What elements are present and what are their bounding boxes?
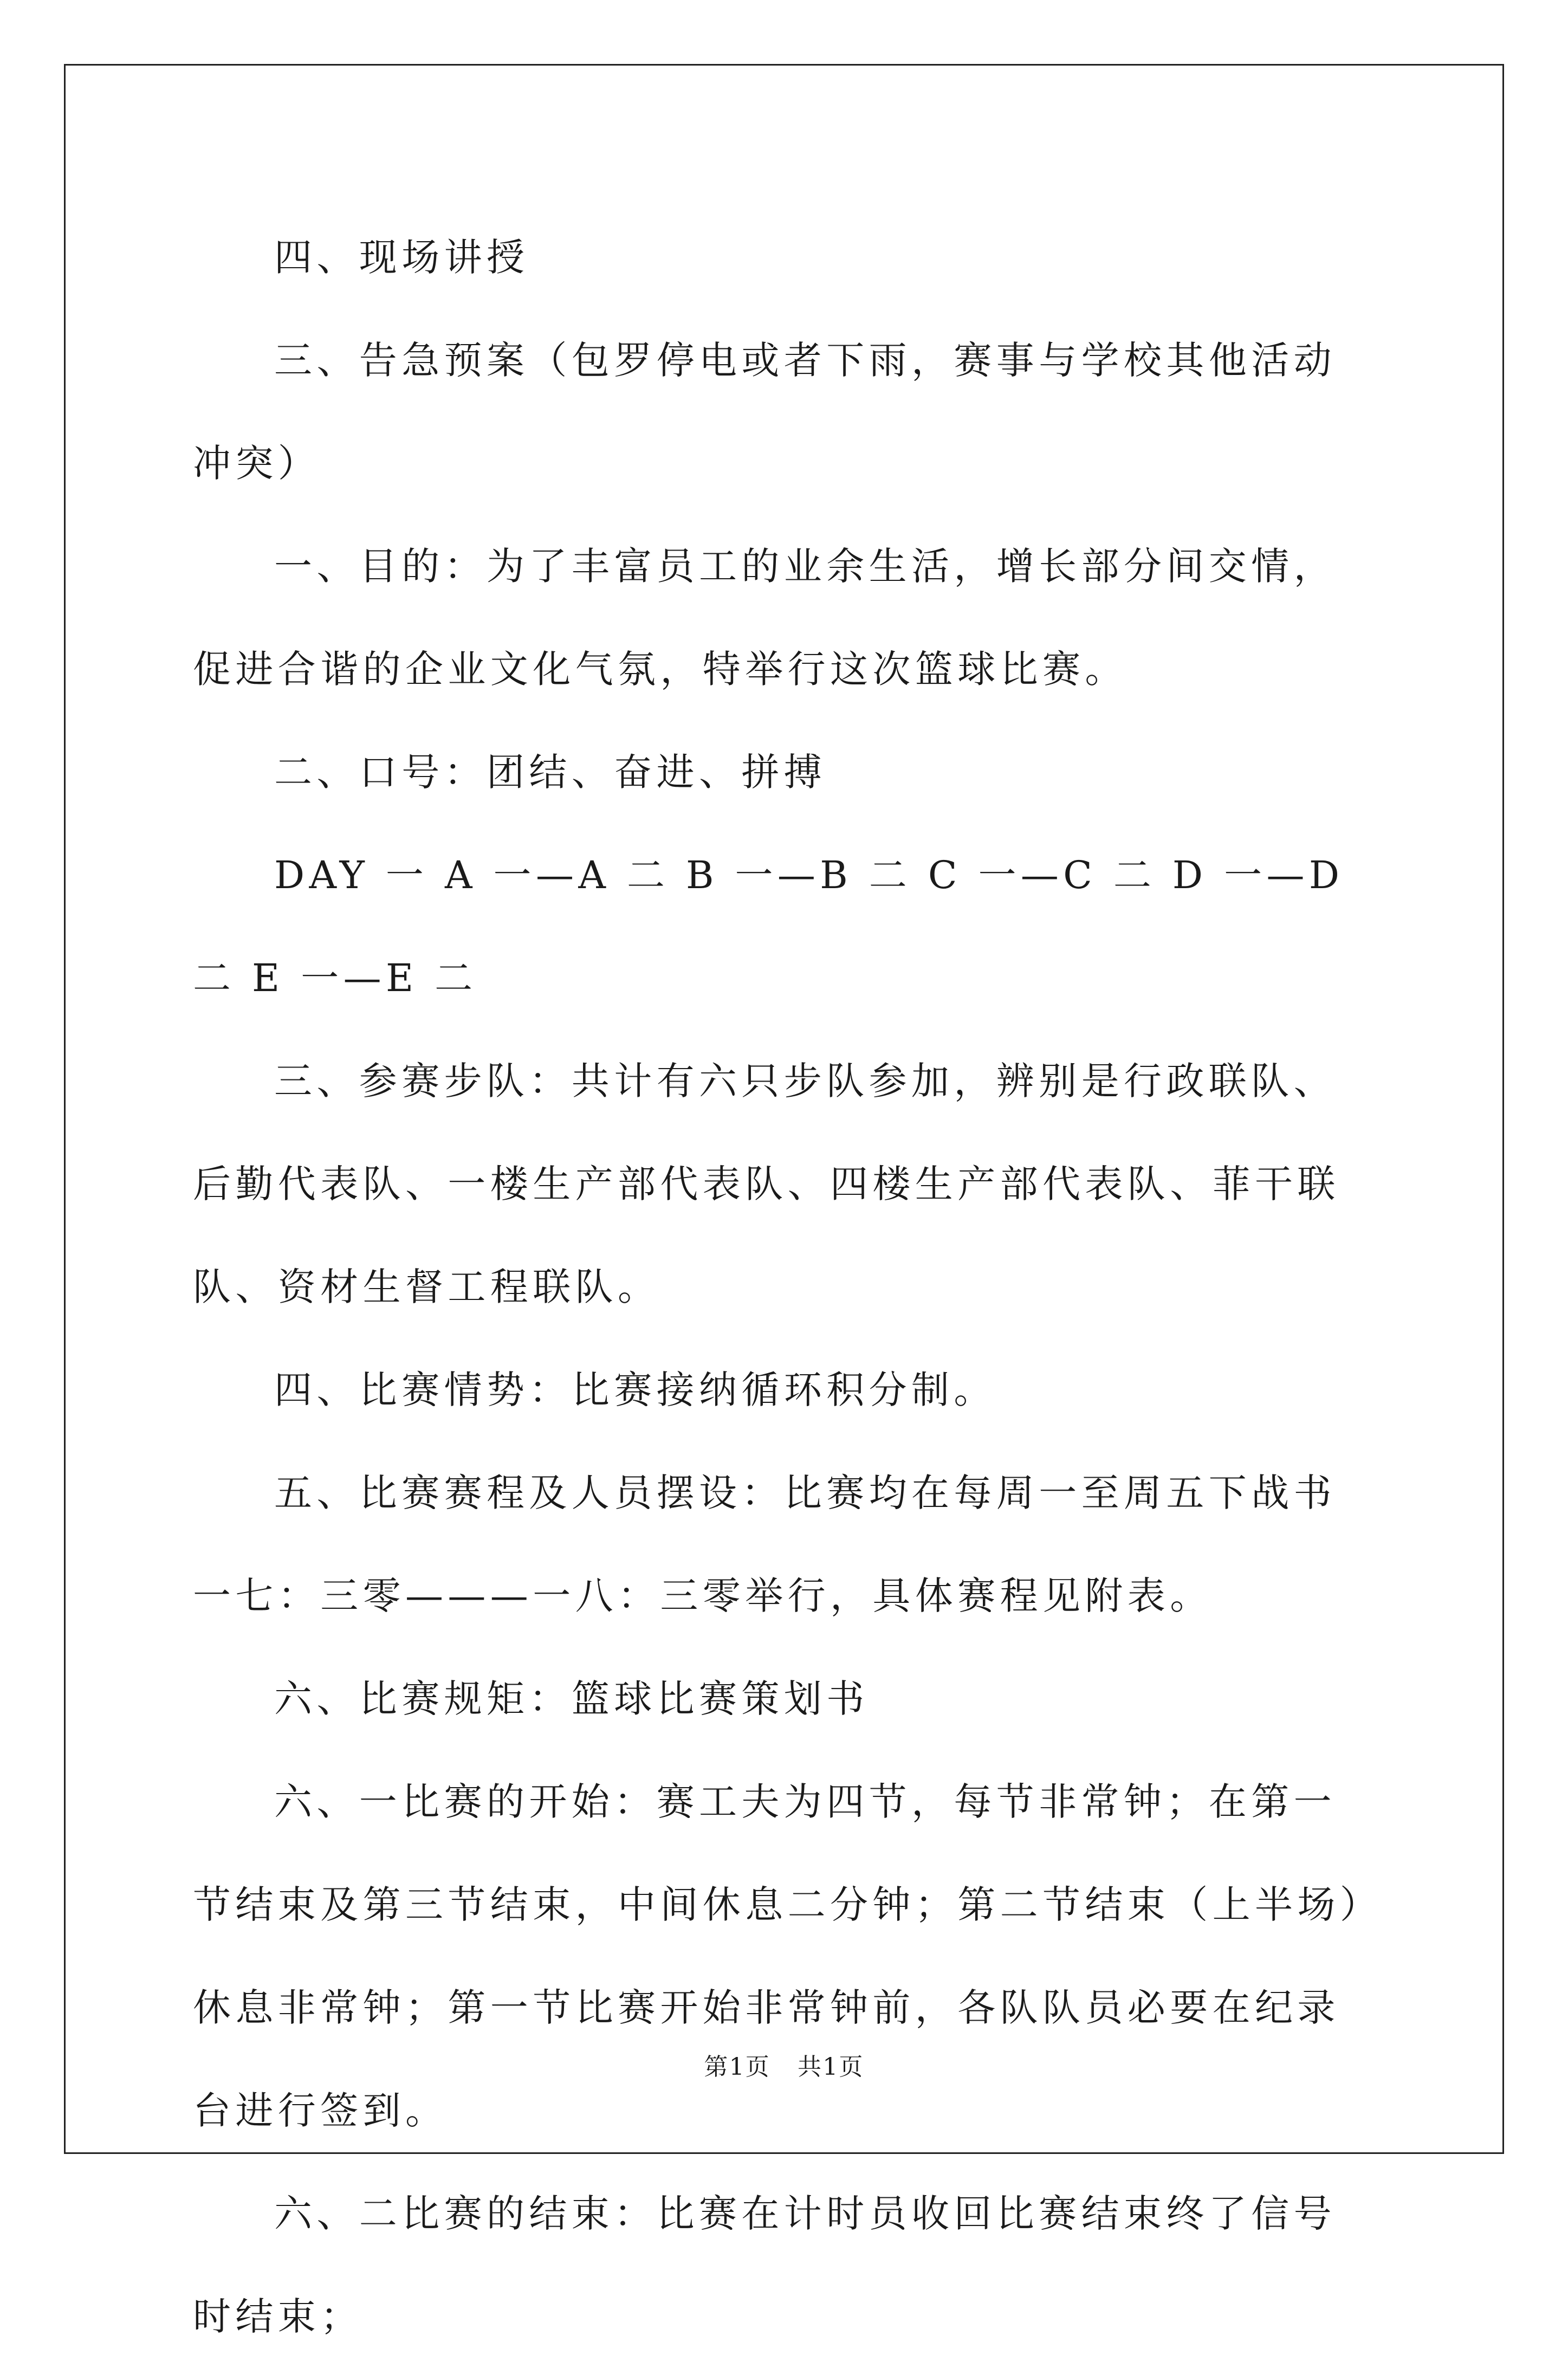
paragraph-10: 六、一比赛的开始：赛工夫为四节，每节非常钟；在第一节结束及第三节结束，中间休息二分钟；第二节结束（上半场）休息非常钟；第一节比赛开始非常钟前，各队队员必要在纪录台进行签到。 [193, 1780, 1364, 2133]
paragraph-3: 一、目的：为了丰富员工的业余生活，增长部分间交情，促进合谐的企业文化气氛，特举行这次篮球比赛。 [193, 544, 1336, 691]
document-body [193, 206, 1374, 2368]
paragraph-7: 四、比赛情势：比赛接纳循环积分制。 [274, 1368, 996, 1412]
paragraph-11: 六、二比赛的结束：比赛在计时员收回比赛结束终了信号时结束； [193, 2191, 1336, 2339]
paragraph-1: 四、现场讲授 [274, 235, 529, 280]
paragraph-9: 六、比赛规矩：篮球比赛策划书 [274, 1677, 869, 1721]
page-footer [0, 2047, 1568, 2082]
paragraph-5: DAY 一 A 一—A 二 B 一—B 二 C 一—C 二 D 一—D 二 E 一—E 二 [193, 853, 1344, 1000]
paragraph-8: 五、比赛赛程及人员摆设：比赛均在每周一至周五下战书一七：三零———一八：三零举行，具体赛程见附表。 [193, 1471, 1336, 1618]
paragraph-4: 二、口号：团结、奋进、拼搏 [274, 750, 827, 794]
paragraph-6: 三、参赛步队：共计有六只步队参加，辨别是行政联队、后勤代表队、一楼生产部代表队、四楼生产部代表队、菲干联队、资材生督工程联队。 [193, 1059, 1340, 1309]
page-total: 共1页 [798, 2053, 864, 2081]
paragraph-2: 三、告急预案（包罗停电或者下雨，赛事与学校其他活动冲突） [193, 338, 1336, 486]
page-number: 第1页 [704, 2053, 770, 2081]
